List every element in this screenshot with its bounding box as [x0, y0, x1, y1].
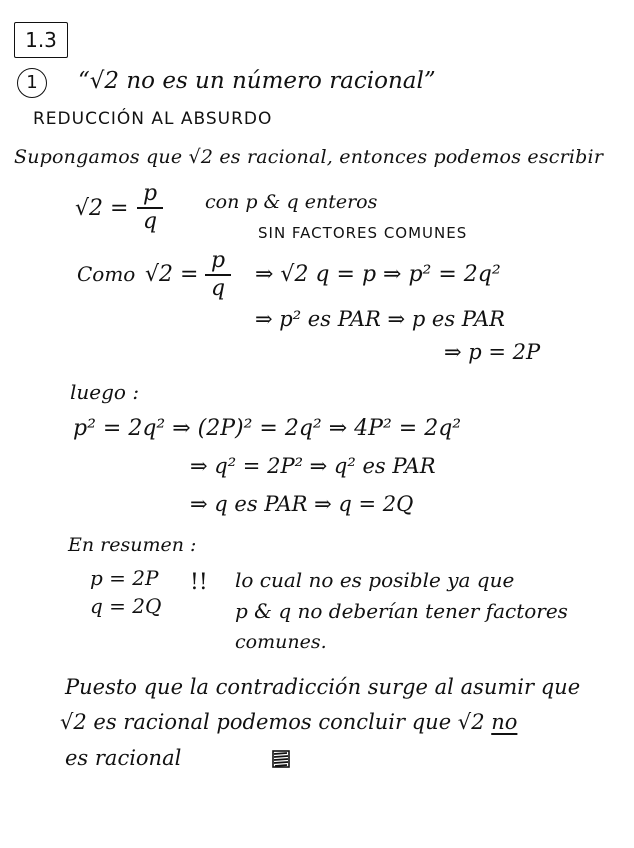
como-fraction	[205, 249, 231, 301]
resumen-label: En resumen :	[68, 534, 197, 556]
luego-label: luego :	[70, 380, 140, 404]
luego-line-3: ⇒ q es PAR ⇒ q = 2Q	[190, 492, 414, 516]
como-numerator: p	[210, 248, 226, 273]
conclusion-text: √2 es racional podemos concluir que √2	[60, 710, 492, 734]
contradiction-marks: !!	[190, 570, 208, 595]
def-condition-caps: SIN FACTORES COMUNES	[258, 224, 468, 242]
def-lhs: √2 =	[75, 196, 129, 221]
section-number: 1.3	[14, 22, 68, 58]
conclusion-no-underlined: no	[491, 710, 518, 734]
resumen-text-3: comunes.	[235, 631, 327, 653]
como-label: Como	[77, 262, 136, 286]
como-lhs: √2 =	[145, 262, 199, 287]
como-implication-2: ⇒ p² es PAR ⇒ p es PAR	[255, 307, 505, 331]
resumen-text-1: lo cual no es posible ya que	[235, 568, 515, 592]
resumen-eq-2: q = 2Q	[90, 594, 162, 618]
def-denominator: q	[142, 208, 158, 234]
conclusion-line-2	[60, 712, 517, 733]
luego-line-2: ⇒ q² = 2P² ⇒ q² es PAR	[190, 454, 436, 478]
resumen-text-2: p & q no deberían tener factores	[235, 599, 568, 623]
luego-line-1: p² = 2q² ⇒ (2P)² = 2q² ⇒ 4P² = 2q²	[73, 416, 462, 441]
resumen-eq-1: p = 2P	[90, 566, 159, 590]
como-implication-1: ⇒ √2 q = p ⇒ p² = 2q²	[255, 262, 501, 287]
def-fraction	[137, 182, 163, 234]
como-implication-3: ⇒ p = 2P	[444, 340, 541, 364]
intro-line: Supongamos que √2 es racional, entonces podemos escribir	[14, 146, 604, 168]
item-number: 1	[17, 68, 47, 98]
conclusion-line-1: Puesto que la contradicción surge al asumir que	[65, 675, 581, 699]
def-condition: con p & q enteros	[205, 191, 378, 213]
conclusion-line-3: es racional	[65, 746, 182, 770]
def-numerator: p	[142, 181, 158, 206]
qed-square-icon	[272, 750, 290, 768]
proof-method: REDUCCIÓN AL ABSURDO	[33, 109, 273, 129]
theorem-statement: “√2 no es un número racional”	[78, 68, 436, 94]
como-denominator: q	[210, 275, 226, 301]
